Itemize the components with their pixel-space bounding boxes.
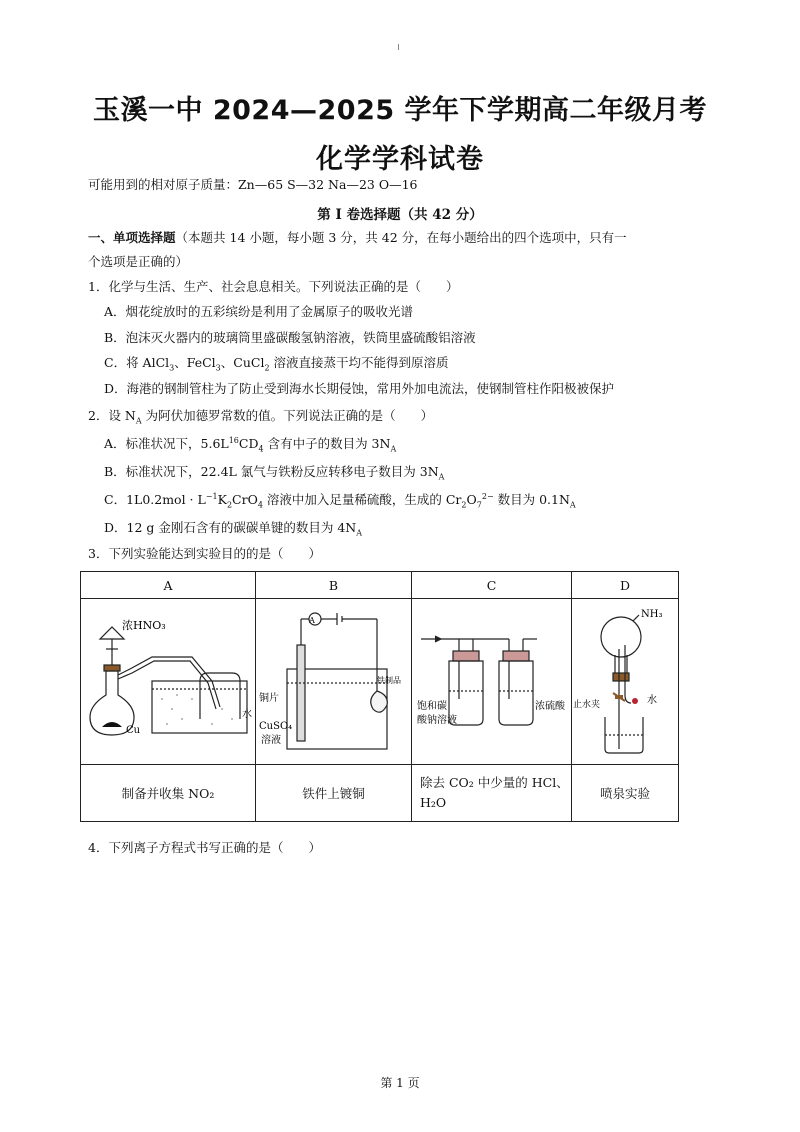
q1-c-text-2: 、FeCl: [174, 355, 216, 370]
q2-option-b: [104, 464, 444, 480]
q3-caption-d: 喷泉实验: [572, 765, 679, 822]
q2-c-sub-3: 2: [461, 500, 467, 510]
q2-b-text: B．标准状况下，22.4L 氯气与铁粉反应转移电子数目为 3N: [104, 464, 439, 479]
q2-stem-text-1: 2．设 N: [88, 408, 136, 423]
q2-option-c: [104, 492, 576, 508]
q2-c-text-3: CrO: [232, 492, 258, 507]
label-solution: 溶液: [260, 735, 281, 746]
q3-diagram-b: [256, 599, 412, 765]
q3-diagram-c: [412, 599, 572, 765]
exam-title: 玉溪一中 2024—2025 学年下学期高二年级月考: [92, 95, 708, 126]
q1-c-text-1: C．将 AlCl: [104, 355, 170, 370]
q1-c-text-4: 溶液直接蒸干均不能得到原溶质: [269, 355, 449, 370]
label-stop-clamp: 止水夹: [573, 700, 601, 710]
atomic-mass-note: 可能用到的相对原子质量：Zn—65 S—32 Na—23 O—16: [88, 177, 418, 192]
q2-c-text-4: 溶液中加入足量稀硫酸，生成的 Cr: [262, 492, 462, 507]
part1-instruction: （本题共 14 小题，每小题 3 分，共 42 分，在每小题给出的四个选项中，只有一: [175, 230, 627, 245]
q2-c-text-2: K: [217, 492, 227, 507]
label-nh3: NH₃: [641, 609, 663, 620]
apparatus-b-diagram: [257, 599, 411, 761]
q2-c-sup-2: 2−: [481, 491, 494, 501]
q2-a-sub-2: A: [390, 444, 397, 454]
q1-c-text-3: 、CuCl: [220, 355, 265, 370]
q1-option-b: B．泡沫灭火器内的玻璃筒里盛碳酸氢钠溶液，铁筒里盛硫酸铝溶液: [104, 330, 476, 345]
label-cu: Cu: [126, 725, 141, 736]
page-tick-mark: [398, 44, 399, 50]
q3-header-row: [81, 572, 679, 599]
q3-caption-c-line2: H₂O: [420, 795, 447, 810]
q3-header-c: C: [412, 572, 572, 599]
page-number: 第 1 页: [380, 1076, 420, 1090]
q3-caption-row: [81, 765, 679, 822]
q4-stem: 4．下列离子方程式书写正确的是（ ）: [88, 840, 321, 855]
q2-c-sub-1: 2: [226, 500, 233, 510]
q2-a-text-3: 含有中子的数目为 3N: [263, 436, 391, 451]
part1-label: 一、单项选择题: [88, 230, 176, 245]
q2-a-sub: 4: [258, 444, 264, 454]
q2-a-sup: 16: [228, 435, 239, 445]
label-conc-h2so4: 浓硫酸: [534, 701, 565, 712]
q2-c-text-6: 数目为 0.1N: [493, 492, 570, 507]
q1-option-d: D．海港的钢制管柱为了防止受到海水长期侵蚀，常用外加电流法，使钢制管柱作阳极被保护: [104, 381, 615, 396]
label-conc-hno3: 浓HNO₃: [122, 619, 166, 632]
apparatus-c-diagram: [413, 599, 571, 761]
q3-caption-c-line1: 除去 CO₂ 中少量的 HCl、: [420, 775, 569, 790]
apparatus-d-diagram: [573, 599, 677, 761]
q2-c-sub-5: A: [569, 500, 576, 510]
q3-diagram-row: [81, 599, 679, 765]
q2-option-d: [104, 520, 362, 536]
label-iron-item: 铁制品: [376, 676, 401, 685]
q1-c-sub-2: 3: [215, 363, 221, 373]
q2-c-text-5: O: [466, 492, 477, 507]
q2-stem: [88, 408, 433, 424]
q3-caption-b: 铁件上镀铜: [256, 765, 412, 822]
q3-experiment-table: [80, 571, 679, 822]
q2-c-sup-1: −1: [205, 491, 218, 501]
q1-option-c: [104, 355, 449, 371]
q3-stem: 3．下列实验能达到实验目的的是（ ）: [88, 546, 321, 561]
q3-caption-c: [412, 765, 572, 822]
label-water-a: 水: [242, 709, 252, 720]
q3-header-a: A: [81, 572, 256, 599]
q2-a-text-2: CD: [238, 436, 259, 451]
q2-a-text-1: A．标准状况下，5.6L: [104, 436, 229, 451]
part1-heading: [88, 230, 627, 246]
q3-header-d: D: [572, 572, 679, 599]
q3-diagram-a: [81, 599, 256, 765]
part1-instruction-cont: 个选项是正确的）: [88, 254, 189, 269]
label-copper-plate: 铜片: [258, 693, 279, 704]
q3-diagram-d: [572, 599, 679, 765]
q2-b-sub: A: [438, 472, 445, 482]
q2-c-text-1: C．1L0.2mol · L: [104, 492, 206, 507]
apparatus-a-diagram: [82, 599, 254, 761]
section-title: 第 I 卷选择题（共 42 分）: [317, 207, 483, 223]
label-sat-carbonate-1: 饱和碳: [416, 701, 447, 712]
label-water-d: 水: [647, 695, 657, 706]
q2-c-sub-4: 7: [476, 500, 482, 510]
exam-subtitle: 化学学科试卷: [316, 144, 484, 175]
q1-stem: 1．化学与生活、生产、社会息息相关。下列说法正确的是（ ）: [88, 279, 459, 294]
q3-caption-a: 制备并收集 NO₂: [81, 765, 256, 822]
q2-stem-text-2: 为阿伏加德罗常数的值。下列说法正确的是（ ）: [141, 408, 434, 423]
q2-c-sub-2: 4: [257, 500, 263, 510]
label-sat-carbonate-2: 酸钠溶液: [416, 715, 457, 726]
q1-option-a: A．烟花绽放时的五彩缤纷是利用了金属原子的吸收光谱: [104, 304, 414, 319]
label-cuso4: CuSO₄: [258, 721, 292, 732]
q3-header-b: B: [256, 572, 412, 599]
q2-option-a: [104, 436, 396, 452]
q2-d-text: D．12 g 金刚石含有的碳碳单键的数目为 4N: [104, 520, 357, 535]
label-ammeter: A: [308, 616, 315, 625]
q2-d-sub: A: [356, 528, 363, 538]
q2-stem-sub: A: [135, 416, 142, 426]
q1-c-sub-1: 3: [169, 363, 175, 373]
q1-c-sub-3: 2: [264, 363, 270, 373]
